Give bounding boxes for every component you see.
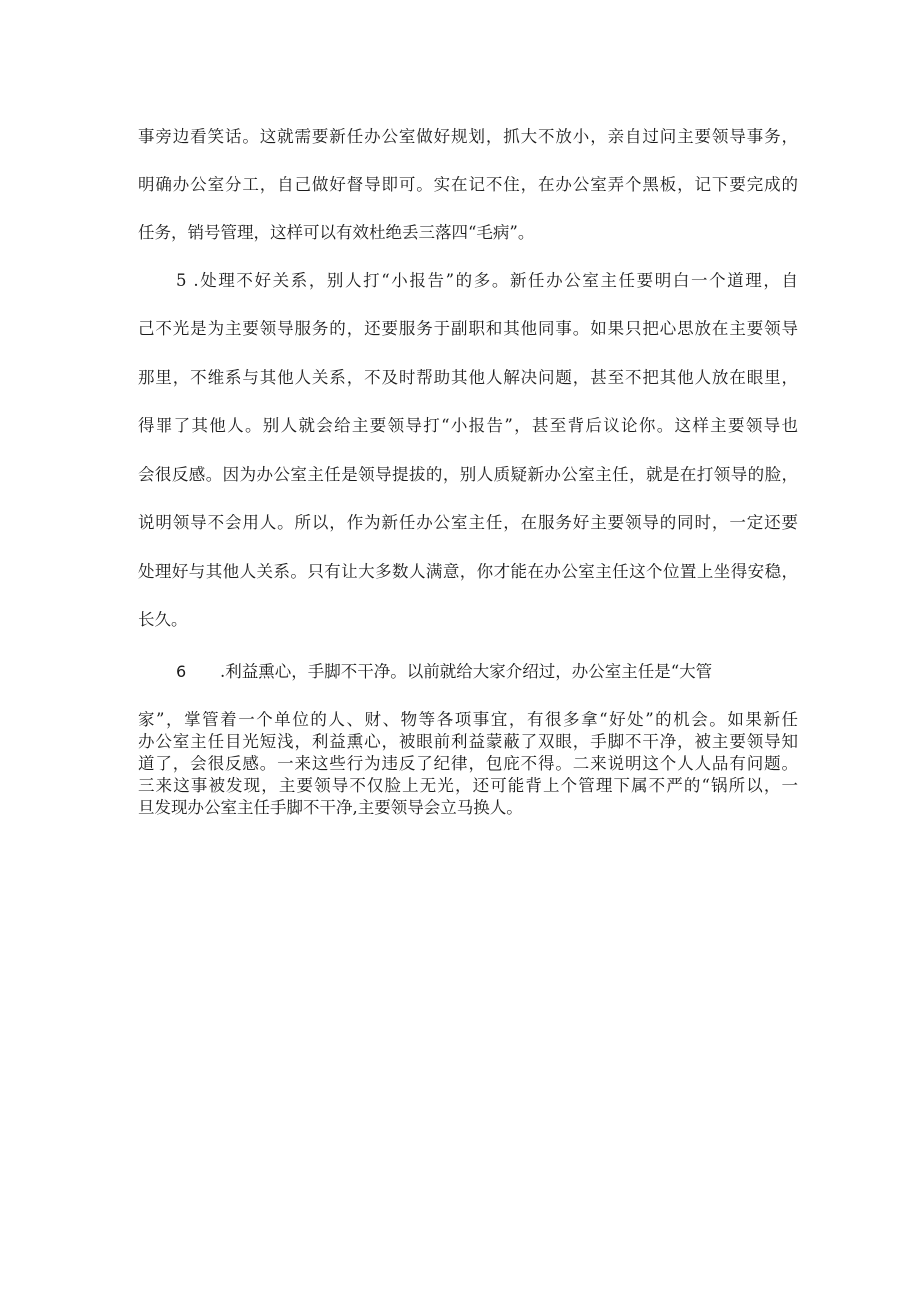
text-line: 旦发现办公室主任手脚不干净,主要领导会立马换人。 [138,798,523,817]
text-line: 己不光是为主要领导服务的，还要服务于副职和其他同事。如果只把心思放在主要领导 [138,319,798,338]
text-line: 那里，不维系与其他人关系，不及时帮助其他人解决问题，甚至不把其他人放在眼里， [138,368,798,387]
text-line: 任务，销号管理，这样可以有效杜绝丢三落四“毛病”。 [138,223,535,242]
text-line: 三来这事被发现，主要领导不仅脸上无光，还可能背上个管理下属不严的“锅所以，一 [138,776,798,795]
text-line: 道了，会很反感。一来这些行为违反了纪律，包庇不得。二来说明这个人人品有问题。 [138,754,798,773]
text-line: 得罪了其他人。别人就会给主要领导打“小报告”，甚至背后议论你。这样主要领导也 [138,416,798,435]
paragraph-5-first-line: 5 .处理不好关系，别人打“小报告”的多。新任办公室主任要明白一个道理，自 [176,271,798,290]
text-line: 长久。 [138,610,188,629]
text-line: 事旁边看笑话。这就需要新任办公室做好规划，抓大不放小，亲自过问主要领导事务， [138,127,798,146]
text-line: 说明领导不会用人。所以，作为新任办公室主任，在服务好主要领导的同时，一定还要 [138,513,798,532]
paragraph-6-first-line: .利益熏心，手脚不干净。以前就给大家介绍过，办公室主任是“大管 [220,662,713,681]
text-line: 处理好与其他人关系。只有让大多数人满意，你才能在办公室主任这个位置上坐得安稳， [138,562,798,581]
paragraph-6-heading [138,661,798,683]
text-line: 会很反感。因为办公室主任是领导提拔的，别人质疑新办公室主任，就是在打领导的脸， [138,465,798,484]
text-line: 办公室主任目光短浅，利益熏心，被眼前利益蒙蔽了双眼，手脚不干净，被主要领导知 [138,732,798,751]
text-line: 明确办公室分工，自己做好督导即可。实在记不住，在办公室弄个黑板，记下要完成的 [138,175,798,194]
list-number: 6 [176,662,187,681]
text-line: 家”，掌管着一个单位的人、财、物等各项事宜，有很多拿“好处”的机会。如果新任 [138,710,798,729]
